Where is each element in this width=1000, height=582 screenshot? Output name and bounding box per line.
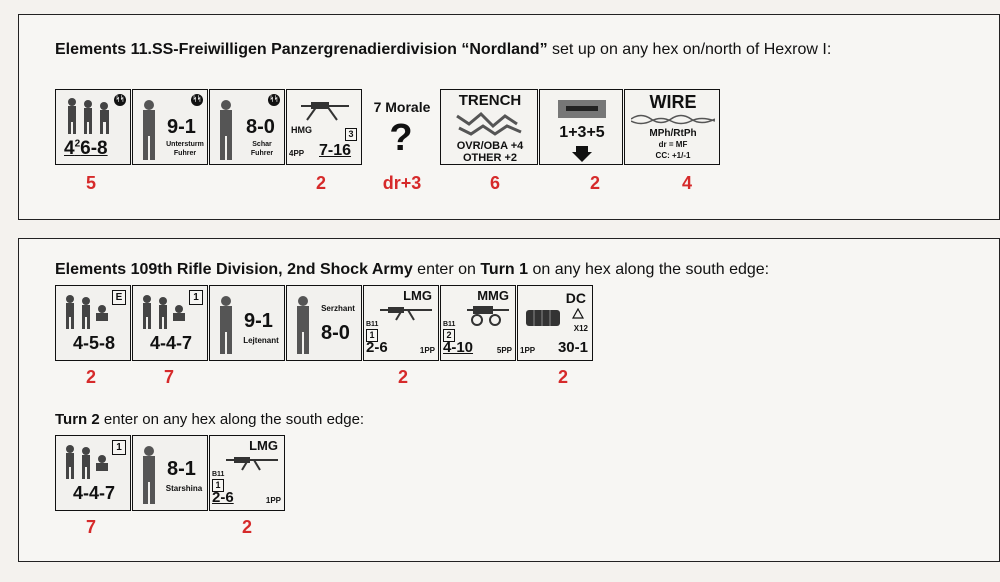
lmg-label: LMG	[249, 438, 278, 453]
explosive-bundle-icon	[524, 304, 564, 332]
squad-class-box: 1	[112, 440, 126, 455]
soviet-squad-counter	[55, 435, 131, 511]
bunker-icon	[556, 96, 608, 120]
wire-rules: MPh/RtPh dr = MF CC: +1/-1	[649, 128, 697, 160]
count-hmg: 2	[315, 173, 326, 193]
barbed-wire-icon	[631, 112, 715, 126]
bunker-counter	[539, 89, 623, 165]
trench-title: TRENCH	[458, 92, 522, 109]
leader-rank: Serzhant	[321, 304, 355, 313]
soviet-leader-counter-9-1	[209, 285, 285, 361]
soldiers-figure-icon	[62, 444, 112, 480]
count-ss-squad: 5	[85, 173, 96, 193]
soldier-figure-icon	[214, 98, 240, 162]
ss-rune-icon: ᛋᛋ	[114, 94, 126, 106]
breakdown-code: B11	[212, 471, 225, 478]
count-trench: 6	[489, 173, 500, 193]
rof-box: 1	[212, 479, 224, 492]
mmg-counter	[440, 285, 516, 361]
leader-rank: Schar Fuhrer	[250, 141, 274, 157]
rof-box: 3	[345, 128, 357, 141]
portage-points: 5PP	[496, 346, 512, 355]
portage-points: 1PP	[419, 346, 435, 355]
triangle-icon	[572, 308, 584, 319]
lmg-firepower: 2-6	[366, 339, 388, 356]
portage-points: 1PP	[265, 496, 281, 505]
portage-points: 1PP	[520, 346, 536, 355]
dc-firepower: 30-1	[557, 339, 588, 356]
morale-counter	[363, 89, 439, 165]
ss-rune-icon: ᛋᛋ	[191, 94, 203, 106]
mmg-label: MMG	[477, 288, 509, 303]
leader-rating: 8-0	[246, 116, 275, 138]
ss-squad-counter	[55, 89, 131, 165]
leader-rating: 9-1	[244, 310, 273, 332]
wheeled-machine-gun-icon	[463, 304, 511, 326]
wire-counter	[624, 89, 720, 165]
squad-rating: 4-4-7	[149, 333, 193, 353]
turn2-heading: Turn 2 enter on any hex along the south edge:	[55, 411, 365, 428]
squad-rating: 4-5-8	[72, 333, 116, 353]
count-elite-squad: 2	[85, 367, 96, 387]
wire-title: WIRE	[649, 92, 697, 112]
hmg-counter	[286, 89, 362, 165]
trench-counter	[440, 89, 538, 165]
leader-rank: Lejtenant	[243, 336, 279, 345]
portage-points: 4PP	[289, 149, 305, 158]
hmg-firepower: 7-16	[319, 142, 352, 159]
dc-label: DC	[565, 290, 586, 306]
leader-rating: 9-1	[167, 116, 196, 138]
leader-rating: 8-1	[167, 458, 196, 480]
rof-box: 2	[443, 329, 455, 342]
breakdown-code: B11	[443, 321, 456, 328]
soldier-figure-icon	[137, 444, 163, 506]
question-mark: ?	[389, 117, 413, 159]
soldiers-figure-icon	[139, 294, 189, 330]
count-line-squad: 7	[163, 367, 174, 387]
arrow-down-icon	[572, 146, 592, 162]
lmg-label: LMG	[403, 288, 432, 303]
bunker-value: 1+3+5	[559, 124, 605, 141]
soldiers-figure-icon	[62, 96, 118, 136]
soviet-leader-counter-8-1	[132, 435, 208, 511]
lmg-counter	[209, 435, 285, 511]
count-morale-dr: dr+3	[382, 173, 422, 193]
count-turn2-lmg: 2	[241, 517, 252, 537]
ss-rune-icon: ᛋᛋ	[268, 94, 280, 106]
leader-rating: 8-0	[321, 322, 350, 344]
soldier-figure-icon	[291, 294, 317, 356]
rof-box: 1	[366, 329, 378, 342]
mmg-firepower: 4-10	[443, 339, 474, 356]
soviet-turn2-strip	[55, 435, 286, 511]
count-wire: 4	[681, 173, 692, 193]
axis-setup-heading	[55, 41, 831, 59]
machine-gun-icon	[378, 304, 434, 322]
axis-heading-rest: set up on any hex on/north of Hexrow I:	[547, 41, 832, 58]
breakdown-code: B11	[366, 321, 379, 328]
demolition-charge-counter	[517, 285, 593, 361]
leader-rank: Untersturm Fuhrer	[166, 141, 204, 157]
squad-class-box: 1	[189, 290, 203, 305]
soviet-squad-counter	[132, 285, 208, 361]
trench-pattern-icon	[455, 110, 525, 136]
soviet-squad-counter-elite	[55, 285, 131, 361]
squad-rating: 4-4-7	[72, 483, 116, 503]
trench-modifiers: OVR/OBA +4 OTHER +2	[456, 140, 524, 164]
count-dc: 2	[557, 367, 568, 387]
morale-label: 7 Morale	[373, 99, 431, 115]
count-lmg: 2	[397, 367, 408, 387]
soviet-entry-panel	[18, 238, 1000, 562]
ss-leader-counter-8-0	[209, 89, 285, 165]
machine-gun-icon	[224, 454, 280, 472]
lmg-firepower: 2-6	[212, 489, 234, 506]
soviet-heading: Elements 109th Rifle Division, 2nd Shock Army enter on Turn 1 on any hex along the south edge:	[55, 261, 770, 278]
officer-figure-icon	[214, 294, 240, 356]
axis-counter-strip	[55, 89, 721, 165]
machine-gun-icon	[297, 96, 353, 122]
count-bunker: 2	[589, 173, 600, 193]
axis-setup-panel	[18, 14, 1000, 220]
hmg-label: HMG	[291, 125, 312, 135]
squad-rating: $4^26-8$	[64, 138, 108, 159]
officer-figure-icon	[137, 98, 163, 162]
dc-x-value: X12	[573, 324, 588, 333]
axis-heading-bold: Elements 11.SS-Freiwilligen Panzergrenadierdivision “Nordland”	[55, 41, 548, 58]
leader-rank: Starshina	[165, 484, 203, 493]
soviet-turn1-strip	[55, 285, 594, 361]
soldiers-figure-icon	[62, 294, 112, 330]
soviet-leader-counter-8-0	[286, 285, 362, 361]
count-turn2-squad: 7	[85, 517, 96, 537]
squad-class-box: E	[112, 290, 126, 305]
ss-leader-counter-9-1	[132, 89, 208, 165]
lmg-counter	[363, 285, 439, 361]
